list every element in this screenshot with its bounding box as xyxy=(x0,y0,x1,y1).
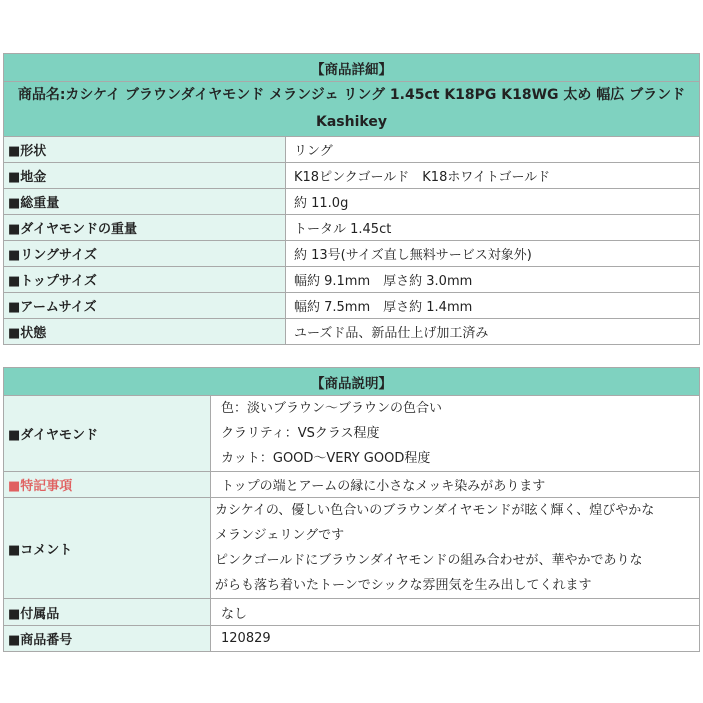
table-row xyxy=(4,472,700,498)
description-header: 【商品説明】 xyxy=(4,368,700,396)
row-label: ■総重量 xyxy=(4,189,286,215)
row-value: 約 13号(サイズ直し無料サービス対象外) xyxy=(286,241,700,267)
row-value: 約 11.0g xyxy=(286,189,700,215)
row-value: K18ピンクゴールド K18ホワイトゴールド xyxy=(286,163,700,189)
details-table xyxy=(3,53,700,345)
comment-line: がらも落ち着いたトーンでシックな雰囲気を生み出してくれます xyxy=(215,578,592,593)
row-label: ■トップサイズ xyxy=(4,267,286,293)
table-row xyxy=(4,319,700,345)
row-value: リング xyxy=(286,137,700,163)
product-name: 商品名:カシケイ ブラウンダイヤモンド メランジェ リング 1.45ct K18PG K18WG 太め 幅広 ブランド Kashikey xyxy=(4,82,700,137)
comment-label: ■コメント xyxy=(4,498,211,599)
row-value: 幅約 7.5mm 厚さ約 1.4mm xyxy=(286,293,700,319)
table-row xyxy=(4,293,700,319)
row-label: ■ダイヤモンドの重量 xyxy=(4,215,286,241)
product-number-value: 120829 xyxy=(211,626,700,652)
comment-line: カシケイの、優しい色合いのブラウンダイヤモンドが眩く輝く、煌びやかな xyxy=(215,503,655,518)
table-row xyxy=(4,163,700,189)
table-row xyxy=(4,599,700,626)
table-row xyxy=(4,267,700,293)
table-row xyxy=(4,137,700,163)
accessory-label: ■付属品 xyxy=(4,599,211,626)
table-row xyxy=(4,189,700,215)
diamond-clarity: クラリティ：VSクラス程度 xyxy=(221,426,380,441)
table-row xyxy=(4,498,700,599)
table-row xyxy=(4,215,700,241)
notice-value: トップの端とアームの縁に小さなメッキ染みがあります xyxy=(211,472,700,498)
row-value: 幅約 9.1mm 厚さ約 3.0mm xyxy=(286,267,700,293)
table-row xyxy=(4,241,700,267)
row-label: ■アームサイズ xyxy=(4,293,286,319)
row-value: ユーズド品、新品仕上げ加工済み xyxy=(286,319,700,345)
diamond-cut: カット：GOOD～VERY GOOD程度 xyxy=(221,451,431,466)
table-row xyxy=(4,396,700,472)
diamond-label: ■ダイヤモンド xyxy=(4,396,211,472)
row-value: トータル 1.45ct xyxy=(286,215,700,241)
row-label: ■形状 xyxy=(4,137,286,163)
row-label: ■リングサイズ xyxy=(4,241,286,267)
diamond-color: 色：淡いブラウン～ブラウンの色合い xyxy=(221,401,443,416)
details-header: 【商品詳細】 xyxy=(4,54,700,82)
description-table xyxy=(3,367,700,652)
table-row xyxy=(4,626,700,652)
notice-label: ■特記事項 xyxy=(4,472,211,498)
comment-line: メランジェリングです xyxy=(215,528,345,543)
product-number-label: ■商品番号 xyxy=(4,626,211,652)
accessory-value: なし xyxy=(211,599,700,626)
row-label: ■地金 xyxy=(4,163,286,189)
comment-line: ピンクゴールドにブラウンダイヤモンドの組み合わせが、華やかでありな xyxy=(215,553,643,568)
row-label: ■状態 xyxy=(4,319,286,345)
